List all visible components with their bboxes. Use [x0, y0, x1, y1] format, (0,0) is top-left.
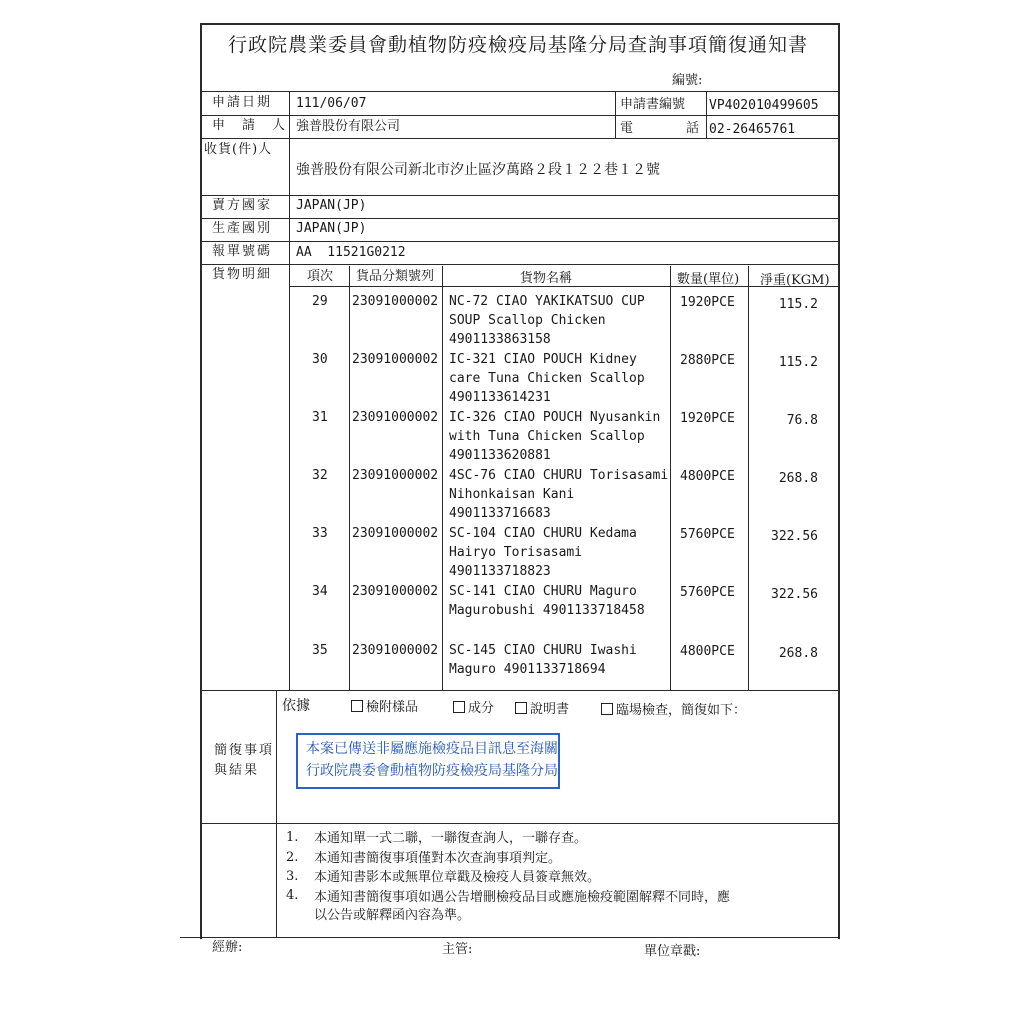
rule	[200, 241, 840, 242]
phone-label-a: 電	[620, 121, 636, 136]
note-3-num: 3.	[286, 869, 299, 884]
option-label: 說明書	[530, 702, 570, 717]
row-tariff-code: 23091000002	[352, 526, 439, 541]
row-quantity: 5760PCE	[680, 585, 735, 600]
row-item-no: 35	[312, 643, 328, 658]
reply-label-1: 簡復事項	[214, 743, 275, 758]
basis-option-inspection[interactable]	[601, 702, 746, 720]
rule	[200, 690, 840, 691]
rule	[276, 690, 277, 937]
description-line: 4901133863158	[449, 332, 551, 347]
footer-supervisor: 主管:	[442, 942, 473, 957]
consignee-value: 強普股份有限公司新北市汐止區汐萬路２段１２２巷１２號	[296, 162, 660, 178]
seller-country-value: JAPAN(JP)	[296, 198, 367, 213]
checkbox-icon[interactable]	[453, 701, 465, 713]
basis-option-ingredients[interactable]	[453, 700, 494, 718]
border-right	[838, 23, 840, 939]
option-label: 臨場檢查，簡復如下：	[616, 703, 747, 718]
border-bottom	[180, 937, 840, 938]
note-4-num: 4.	[286, 888, 299, 903]
basis-label: 依據	[282, 698, 310, 714]
row-item-no: 32	[312, 468, 328, 483]
declaration-label: 報單號碼	[212, 244, 273, 259]
rule	[200, 264, 840, 265]
description-line: 4901133614231	[449, 390, 551, 405]
row-description	[449, 350, 645, 407]
row-description	[449, 641, 637, 679]
consignee-label: 收貨(件)人	[204, 142, 273, 157]
stamp-line-1: 本案已傳送非屬應施檢疫品目訊息至海關	[306, 741, 558, 757]
rule	[200, 91, 840, 92]
row-quantity: 1920PCE	[680, 411, 735, 426]
phone-value: 02-26465761	[709, 122, 796, 137]
row-tariff-code: 23091000002	[352, 294, 439, 309]
description-line: care Tuna Chicken Scallop	[449, 371, 645, 386]
row-description	[449, 408, 660, 465]
border-top	[200, 23, 840, 25]
row-item-no: 34	[312, 584, 328, 599]
origin-country-value: JAPAN(JP)	[296, 221, 367, 236]
rule	[200, 218, 840, 219]
seller-country-label: 賣方國家	[212, 198, 273, 213]
row-net-weight: 76.8	[786, 413, 818, 428]
description-line: 4901133718823	[449, 564, 551, 579]
rule	[200, 823, 840, 824]
footer-handler: 經辦:	[212, 940, 243, 955]
description-line: 4SC-76 CIAO CHURU Torisasami	[449, 468, 669, 483]
rule	[289, 266, 290, 690]
row-net-weight: 268.8	[778, 646, 818, 661]
row-quantity: 1920PCE	[680, 295, 735, 310]
rule	[200, 195, 840, 196]
rule	[442, 266, 443, 690]
note-2-num: 2.	[286, 850, 299, 865]
app-no-value: VP402010499605	[709, 98, 819, 113]
declaration-value: AA 11521G0212	[296, 245, 406, 260]
row-net-weight: 115.2	[778, 355, 818, 370]
row-description	[449, 524, 637, 581]
row-tariff-code: 23091000002	[352, 352, 439, 367]
col-header-desc: 貨物名稱	[520, 271, 573, 286]
applicant-label: 申 請 人	[212, 118, 288, 133]
rule	[349, 266, 350, 690]
rule	[615, 91, 616, 138]
col-header-qty: 數量(單位)	[677, 272, 740, 287]
row-item-no: 30	[312, 352, 328, 367]
row-description	[449, 466, 668, 523]
rule	[670, 266, 671, 690]
col-header-code: 貨品分類號列	[356, 269, 435, 284]
note-4-text: 本通知書簡復事項如遇公告增刪檢疫品目或應施檢疫範圍解釋不同時，應	[314, 890, 731, 905]
description-line: with Tuna Chicken Scallop	[449, 429, 645, 444]
rule	[200, 115, 840, 116]
row-net-weight: 322.56	[771, 529, 818, 544]
note-1-num: 1.	[286, 830, 299, 845]
description-line: Maguro 4901133718694	[449, 662, 606, 677]
serial-label: 編號:	[672, 73, 703, 88]
row-description	[449, 582, 645, 620]
rule	[706, 91, 707, 138]
note-1-text: 本通知單一式二聯，一聯復查詢人，一聯存查。	[314, 831, 588, 846]
document-title: 行政院農業委員會動植物防疫檢疫局基隆分局查詢事項簡復通知書	[228, 34, 809, 56]
checkbox-icon[interactable]	[601, 703, 613, 715]
phone-label-b: 話	[686, 121, 702, 136]
result-stamp	[296, 733, 560, 789]
footer-seal: 單位章戳:	[644, 944, 701, 959]
row-net-weight: 115.2	[778, 297, 818, 312]
description-line: SC-141 CIAO CHURU Maguro	[449, 584, 637, 599]
reply-label-2: 與結果	[214, 763, 260, 778]
option-label: 檢附樣品	[366, 700, 419, 715]
description-line: SOUP Scallop Chicken	[449, 313, 606, 328]
date-label: 申請日期	[212, 95, 273, 110]
checkbox-icon[interactable]	[515, 702, 527, 714]
row-quantity: 2880PCE	[680, 353, 735, 368]
row-quantity: 4800PCE	[680, 469, 735, 484]
row-tariff-code: 23091000002	[352, 410, 439, 425]
row-tariff-code: 23091000002	[352, 468, 439, 483]
goods-label: 貨物明細	[212, 267, 273, 282]
note-2-text: 本通知書簡復事項僅對本次查詢事項判定。	[314, 851, 562, 866]
row-quantity: 5760PCE	[680, 527, 735, 542]
description-line: IC-321 CIAO POUCH Kidney	[449, 352, 637, 367]
description-line: SC-145 CIAO CHURU Iwashi	[449, 643, 637, 658]
row-description	[449, 292, 645, 349]
description-line: NC-72 CIAO YAKIKATSUO CUP	[449, 294, 645, 309]
description-line: Magurobushi 4901133718458	[449, 603, 645, 618]
basis-option-samples[interactable]	[351, 699, 418, 717]
applicant-value: 強普股份有限公司	[296, 119, 401, 134]
note-4-text-cont: 以公告或解釋函內容為準。	[314, 908, 471, 923]
app-no-label: 申請書編號	[620, 97, 686, 112]
border-left	[200, 23, 202, 939]
row-net-weight: 322.56	[771, 587, 818, 602]
date-value: 111/06/07	[296, 96, 367, 111]
row-quantity: 4800PCE	[680, 644, 735, 659]
description-line: 4901133716683	[449, 506, 551, 521]
note-3-text: 本通知書影本或無單位章戳及檢疫人員簽章無效。	[314, 870, 601, 885]
row-item-no: 33	[312, 526, 328, 541]
basis-option-manual[interactable]	[515, 701, 569, 719]
row-net-weight: 268.8	[778, 471, 818, 486]
stamp-line-2: 行政院農委會動植物防疫檢疫局基隆分局	[306, 763, 558, 779]
row-item-no: 31	[312, 410, 328, 425]
description-line: IC-326 CIAO POUCH Nyusankin	[449, 410, 661, 425]
rule	[289, 91, 290, 286]
checkbox-icon[interactable]	[351, 700, 363, 712]
col-header-no: 項次	[307, 269, 334, 284]
row-tariff-code: 23091000002	[352, 584, 439, 599]
origin-country-label: 生產國別	[212, 221, 273, 236]
row-item-no: 29	[312, 294, 328, 309]
description-line: SC-104 CIAO CHURU Kedama	[449, 526, 637, 541]
description-line: 4901133620881	[449, 448, 551, 463]
col-header-weight: 淨重(KGM)	[760, 273, 830, 288]
description-line: Nihonkaisan Kani	[449, 487, 575, 502]
option-label: 成分	[468, 701, 495, 716]
row-tariff-code: 23091000002	[352, 643, 439, 658]
description-line: Hairyo Torisasami	[449, 545, 583, 560]
